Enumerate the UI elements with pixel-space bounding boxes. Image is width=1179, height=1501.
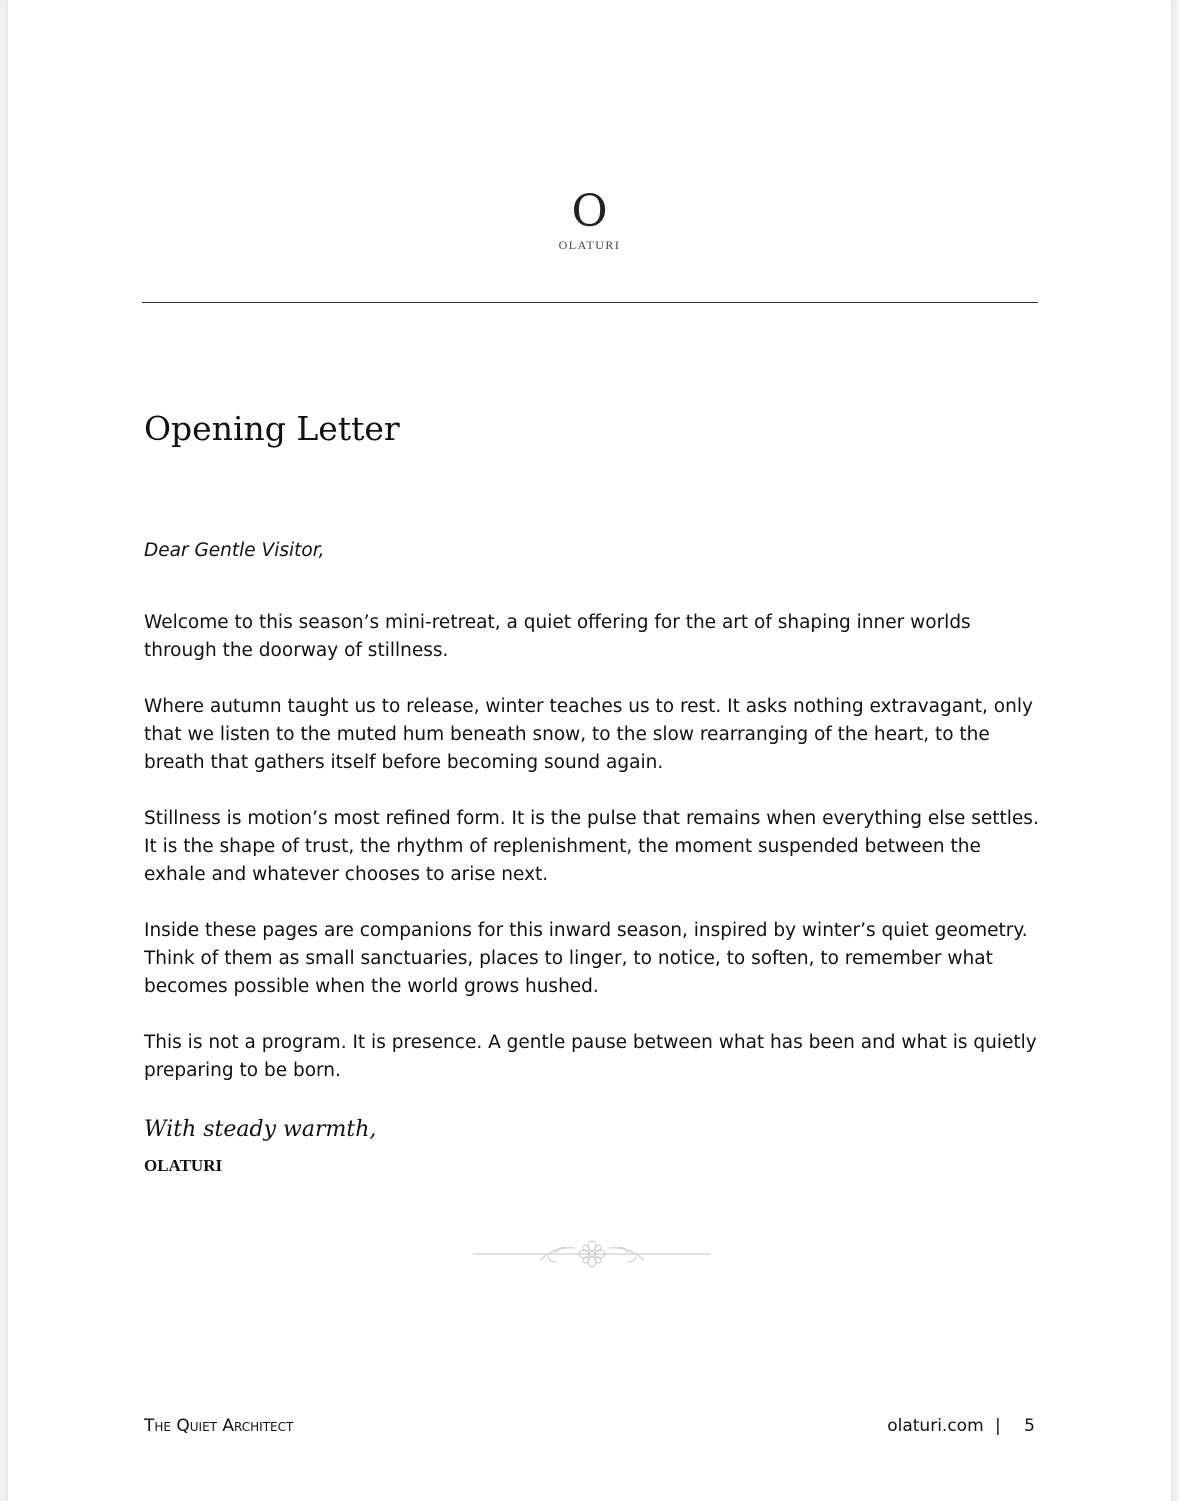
paragraph-line: Think of them as small sanctuaries, places to linger, to notice, to soften, to remember what — [144, 948, 993, 969]
paragraph-line: Inside these pages are companions for this inward season, inspired by winter’s quiet geometry. — [144, 920, 1028, 941]
paragraph-line: exhale and whatever chooses to arise next. — [144, 864, 549, 885]
paragraph-line: Welcome to this season’s mini-retreat, a quiet offering for the art of shaping inner worlds — [144, 612, 971, 633]
footer-book-title: The Quiet Architect — [144, 1416, 294, 1436]
paragraph-line: Where autumn taught us to release, winter teaches us to rest. It asks nothing extravagant, only — [144, 696, 1033, 717]
paragraph-line: becomes possible when the world grows hushed. — [144, 976, 599, 997]
paragraph-line: through the doorway of stillness. — [144, 640, 449, 661]
page-title: Opening Letter — [144, 409, 400, 448]
paragraph-line: that we listen to the muted hum beneath snow, to the slow rearranging of the heart, to the — [144, 724, 990, 745]
salutation: Dear Gentle Visitor, — [144, 540, 325, 561]
closing-line: With steady warmth, — [144, 1117, 377, 1142]
document-page — [8, 0, 1171, 1501]
page-number: 5 — [1024, 1416, 1035, 1436]
paragraph-line: This is not a program. It is presence. A gentle pause between what has been and what is quietly — [144, 1032, 1037, 1053]
paragraph-line: breath that gathers itself before becoming sound again. — [144, 752, 664, 773]
paragraph-line: It is the shape of trust, the rhythm of replenishment, the moment suspended between the — [144, 836, 981, 857]
logo-wordmark: OLATURI — [558, 238, 621, 252]
signature: OLATURI — [144, 1156, 223, 1175]
paragraph — [144, 805, 1044, 889]
footer-website: olaturi.com — [887, 1416, 984, 1436]
paragraph — [144, 609, 1044, 665]
logo-mark: O — [571, 186, 608, 237]
paragraph-line: preparing to be born. — [144, 1060, 341, 1081]
footer-right — [887, 1414, 1035, 1438]
footer-separator: | — [995, 1416, 1001, 1436]
paragraph — [144, 1029, 1044, 1085]
letter-body — [144, 609, 1044, 1113]
header-divider — [142, 302, 1038, 303]
paragraph — [144, 693, 1044, 777]
floral-divider-icon — [470, 1236, 714, 1272]
paragraph-line: Stillness is motion’s most refined form. It is the pulse that remains when everything else settles. — [144, 808, 1039, 829]
brand-logo — [8, 188, 1171, 253]
paragraph — [144, 917, 1044, 1001]
